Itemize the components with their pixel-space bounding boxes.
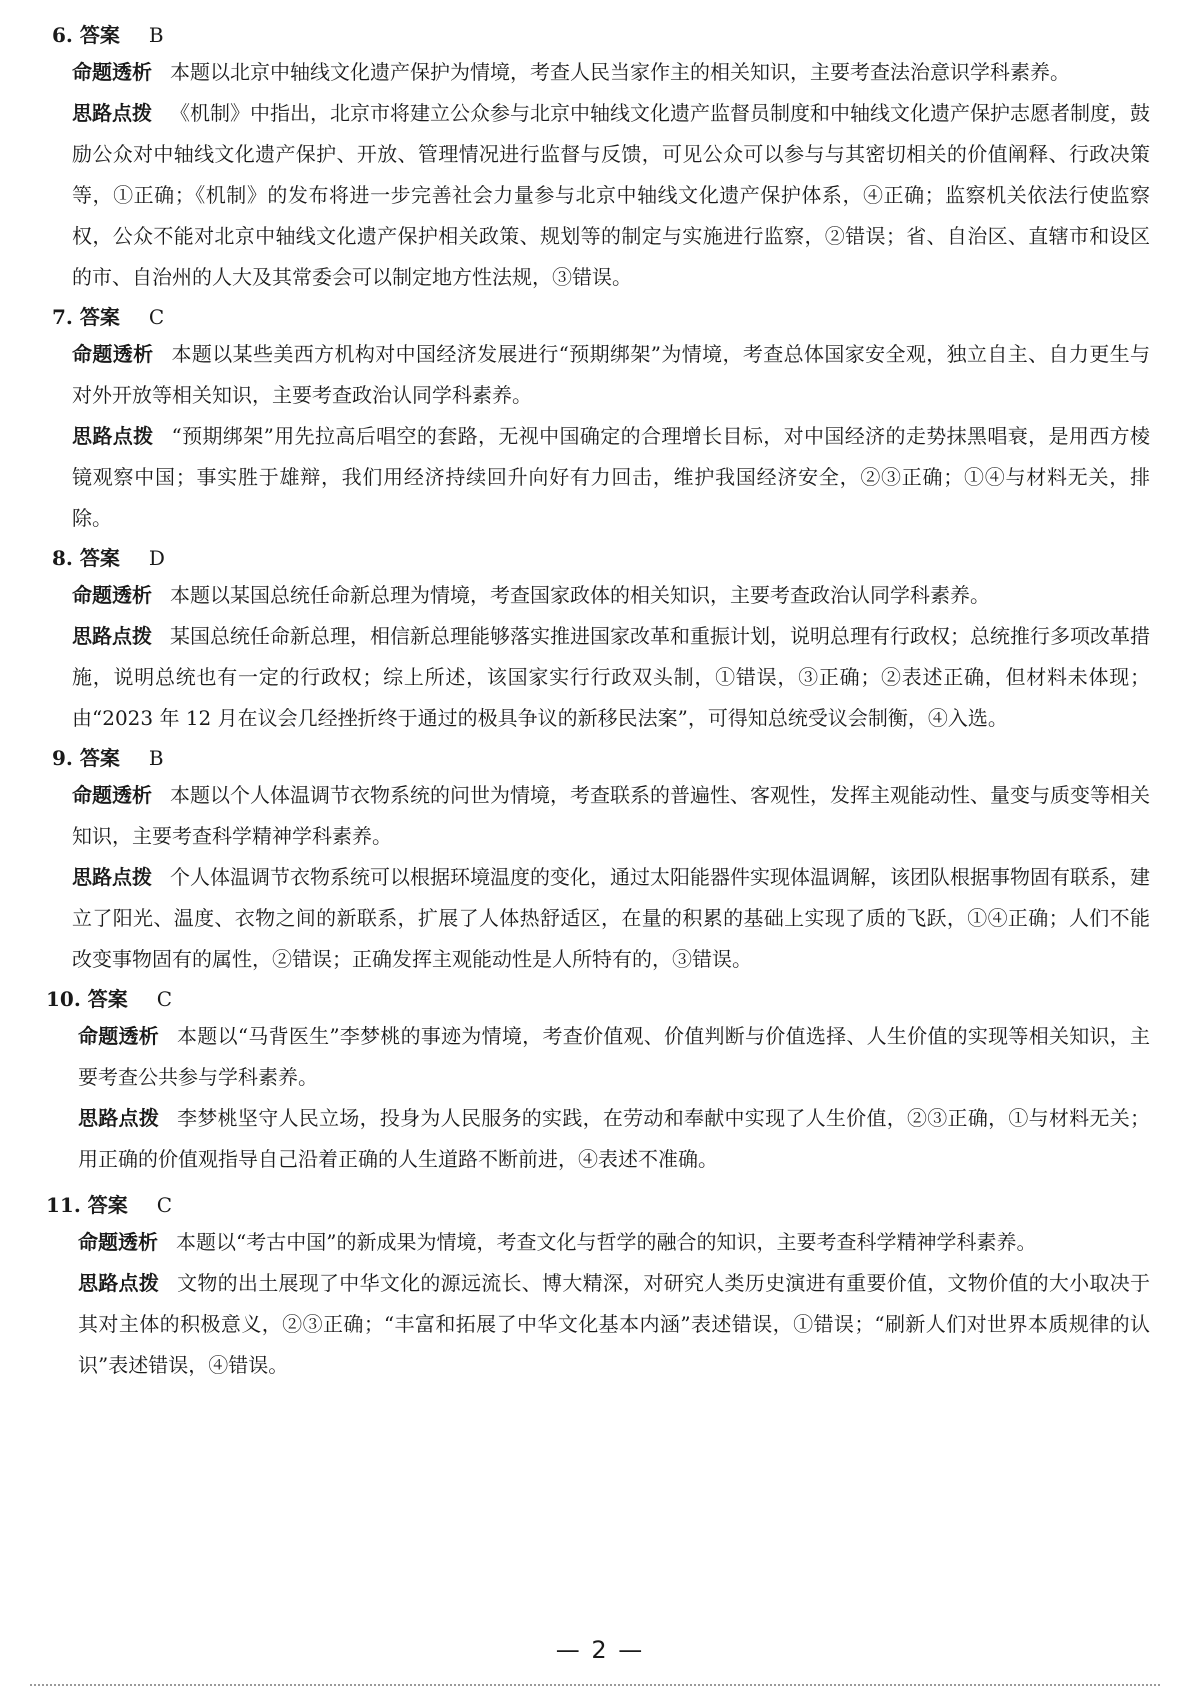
analysis-paragraph: [44, 52, 1156, 93]
analysis-paragraph: [44, 775, 1156, 857]
answer-label: 答案: [87, 987, 128, 1011]
hint-label: 思路点拨: [72, 624, 152, 648]
answer-label: 答案: [79, 746, 120, 770]
hint-paragraph: [44, 616, 1156, 739]
question-7: [44, 300, 1156, 539]
question-9: [44, 741, 1156, 980]
analysis-paragraph: [44, 1222, 1156, 1263]
analysis-text: 本题以个人体温调节衣物系统的问世为情境，考查联系的普遍性、客观性，发挥主观能动性、量变与质变等相关知识，主要考查科学精神学科素养。: [72, 783, 1150, 848]
question-8: [44, 541, 1156, 739]
analysis-text: 本题以“考古中国”的新成果为情境，考查文化与哲学的融合的知识，主要考查科学精神学科素养。: [176, 1230, 1037, 1254]
answer-label: 答案: [79, 23, 120, 47]
question-number: 7.: [52, 305, 73, 329]
answer-value: B: [148, 746, 164, 770]
hint-paragraph: [44, 1098, 1156, 1180]
analysis-text: 本题以某些美西方机构对中国经济发展进行“预期绑架”为情境，考查总体国家安全观，独立自主、自力更生与对外开放等相关知识，主要考查政治认同学科素养。: [72, 342, 1151, 407]
answer-value: C: [156, 987, 173, 1011]
question-number: 6.: [52, 23, 73, 47]
hint-text: 文物的出土展现了中华文化的源远流长、博大精深，对研究人类历史演进有重要价值，文物价值的大小取决于其对主体的积极意义，②③正确；“丰富和拓展了中华文化基本内涵”表述错误，①错误；“刷新人们对世界本质规律的认识”表述错误，④错误。: [78, 1271, 1151, 1377]
question-number: 10.: [46, 987, 81, 1011]
analysis-text: 本题以北京中轴线文化遗产保护为情境，考查人民当家作主的相关知识，主要考查法治意识学科素养。: [170, 60, 1070, 84]
bottom-divider: [30, 1684, 1160, 1690]
answer-heading: [44, 741, 1156, 775]
answer-heading: [44, 300, 1156, 334]
answer-value: B: [148, 23, 164, 47]
analysis-label: 命题透析: [72, 783, 152, 807]
hint-paragraph: [44, 416, 1156, 539]
hint-text: 个人体温调节衣物系统可以根据环境温度的变化，通过太阳能器件实现体温调解，该团队根据事物固有联系，建立了阳光、温度、衣物之间的新联系，扩展了人体热舒适区，在量的积累的基础上实现了质的飞跃，①④正确；人们不能改变事物固有的属性，②错误；正确发挥主观能动性是人所特有的，③错误。: [72, 865, 1150, 971]
hint-text: 李梦桃坚守人民立场，投身为人民服务的实践，在劳动和奉献中实现了人生价值，②③正确，①与材料无关；用正确的价值观指导自己沿着正确的人生道路不断前进，④表述不准确。: [78, 1106, 1151, 1171]
question-6: [44, 18, 1156, 298]
analysis-label: 命题透析: [72, 583, 152, 607]
analysis-label: 命题透析: [72, 342, 154, 366]
page-number: — 2 —: [555, 1636, 645, 1664]
analysis-label: 命题透析: [72, 60, 152, 84]
answer-value: C: [148, 305, 165, 329]
answer-value: D: [148, 546, 165, 570]
hint-text: 某国总统任命新总理，相信新总理能够落实推进国家改革和重振计划，说明总理有行政权；总统推行多项改革措施，说明总统也有一定的行政权；综上所述，该国家实行行政双头制，①错误，③正确；②表述正确，但材料未体现；由“2023 年 12 月在议会几经挫折终于通过的极具争议的新移民法案”，可得知总统受议会制衡，④入选。: [72, 624, 1150, 730]
hint-paragraph: [44, 93, 1156, 298]
question-11: [44, 1188, 1156, 1386]
question-number: 8.: [52, 546, 73, 570]
hint-label: 思路点拨: [78, 1271, 160, 1295]
answer-label: 答案: [87, 1193, 128, 1217]
answer-heading: [44, 541, 1156, 575]
question-number: 11.: [46, 1193, 81, 1217]
answer-heading: [44, 1188, 1156, 1222]
hint-paragraph: [44, 1263, 1156, 1386]
hint-label: 思路点拨: [78, 1106, 160, 1130]
answer-heading: [44, 18, 1156, 52]
hint-label: 思路点拨: [72, 101, 152, 125]
analysis-paragraph: [44, 334, 1156, 416]
analysis-label: 命题透析: [78, 1230, 158, 1254]
answer-value: C: [156, 1193, 173, 1217]
answer-label: 答案: [79, 305, 120, 329]
hint-paragraph: [44, 857, 1156, 980]
hint-label: 思路点拨: [72, 865, 152, 889]
hint-label: 思路点拨: [72, 424, 154, 448]
hint-text: 《机制》中指出，北京市将建立公众参与北京中轴线文化遗产监督员制度和中轴线文化遗产保护志愿者制度，鼓励公众对中轴线文化遗产保护、开放、管理情况进行监督与反馈，可见公众可以参与与其密切相关的价值阐释、行政决策等，①正确；《机制》的发布将进一步完善社会力量参与北京中轴线文化遗产保护体系，④正确；监察机关依法行使监察权，公众不能对北京中轴线文化遗产保护相关政策、规划等的制定与实施进行监察，②错误；省、自治区、直辖市和设区的市、自治州的人大及其常委会可以制定地方性法规，③错误。: [72, 101, 1150, 289]
hint-text: “预期绑架”用先拉高后唱空的套路，无视中国确定的合理增长目标，对中国经济的走势抹黑唱衰，是用西方棱镜观察中国；事实胜于雄辩，我们用经济持续回升向好有力回击，维护我国经济安全，②③正确；①④与材料无关，排除。: [72, 424, 1151, 530]
answer-heading: [44, 982, 1156, 1016]
analysis-text: 本题以“马背医生”李梦桃的事迹为情境，考查价值观、价值判断与价值选择、人生价值的实现等相关知识，主要考查公共参与学科素养。: [78, 1024, 1151, 1089]
analysis-text: 本题以某国总统任命新总理为情境，考查国家政体的相关知识，主要考查政治认同学科素养。: [170, 583, 990, 607]
question-number: 9.: [52, 746, 73, 770]
question-10: [44, 982, 1156, 1180]
answer-label: 答案: [79, 546, 120, 570]
analysis-paragraph: [44, 575, 1156, 616]
analysis-paragraph: [44, 1016, 1156, 1098]
analysis-label: 命题透析: [78, 1024, 160, 1048]
